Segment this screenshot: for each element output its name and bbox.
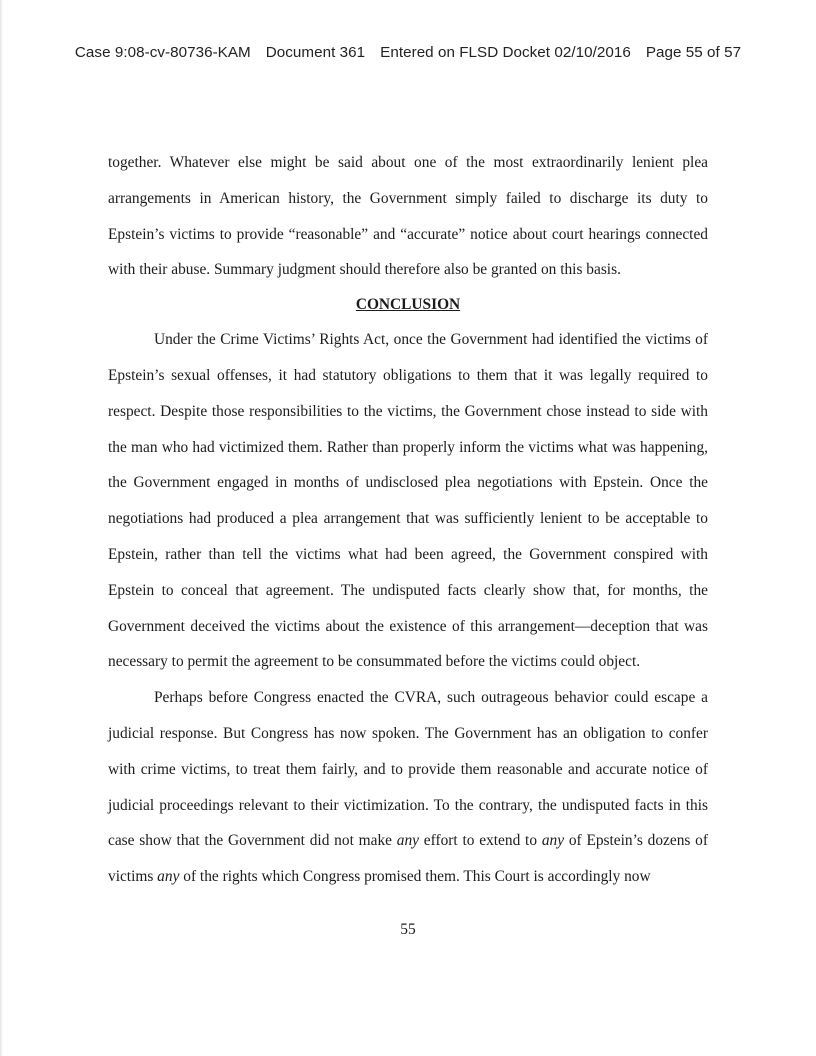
page-number: 55 bbox=[400, 921, 416, 938]
emphasis-any: any bbox=[157, 868, 180, 886]
paragraph-continuation: together. Whatever else might be said about one of the most extraordinarily lenient plea arrangements in American history, the Government simply failed to discharge its duty to Epstein’s victims to provide “reasonable” and “accurate” notice about court hearings connected with their abuse. Summary judgment should therefore also be granted on this basis. bbox=[108, 154, 708, 279]
page-of-pages: Page 55 of 57 bbox=[645, 44, 742, 61]
text-run: of Epstein’s dozens of victims bbox=[108, 832, 709, 886]
emphasis-any: any bbox=[396, 832, 419, 850]
document-number: Document 361 bbox=[265, 44, 366, 61]
text-run: Perhaps before Congress enacted the CVRA, such outrageous behavior could escape a judicial response. But Congress has now spoken. The Government has an obligation to confer with crime victims, to treat them fairly, and to provide them reasonable and accurate notice of judicial proceedings relevant to their victimization. To the contrary, the undisputed facts in this case show that the Government did not make bbox=[108, 689, 708, 850]
docket-entry: Entered on FLSD Docket 02/10/2016 bbox=[380, 44, 631, 61]
section-heading-conclusion: CONCLUSION bbox=[355, 296, 461, 314]
case-number: Case 9:08-cv-80736-KAM bbox=[74, 44, 251, 61]
paragraph-conclusion-1: Under the Crime Victims’ Rights Act, once the Government had identified the victims of Epstein’s sexual offenses, it had statutory obligations to them that it was legally required to respect. Despite those responsibilities to the victims, the Government chose instead to side with the man who had victimized them. Rather than properly inform the victims what was happening, the Government engaged in months of undisclosed plea negotiations with Epstein. Once the negotiations had produced a plea arrangement that was sufficiently lenient to be acceptable to Epstein, rather than tell the victims what had been agreed, the Government conspired with Epstein to conceal that agreement. The undisputed facts clearly show that, for months, the Government deceived the victims about the existence of this arrangement—deception that was necessary to permit the agreement to be consummated before the victims could object. bbox=[108, 331, 708, 671]
paragraph-conclusion-2 bbox=[108, 680, 708, 895]
scan-edge-shadow bbox=[0, 0, 3, 1056]
docket-header bbox=[0, 44, 816, 61]
text-run: effort to extend to bbox=[419, 832, 542, 850]
document-body bbox=[108, 145, 708, 895]
emphasis-any: any bbox=[541, 832, 565, 850]
text-run: of the rights which Congress promised them. This Court is accordingly now bbox=[179, 868, 651, 886]
